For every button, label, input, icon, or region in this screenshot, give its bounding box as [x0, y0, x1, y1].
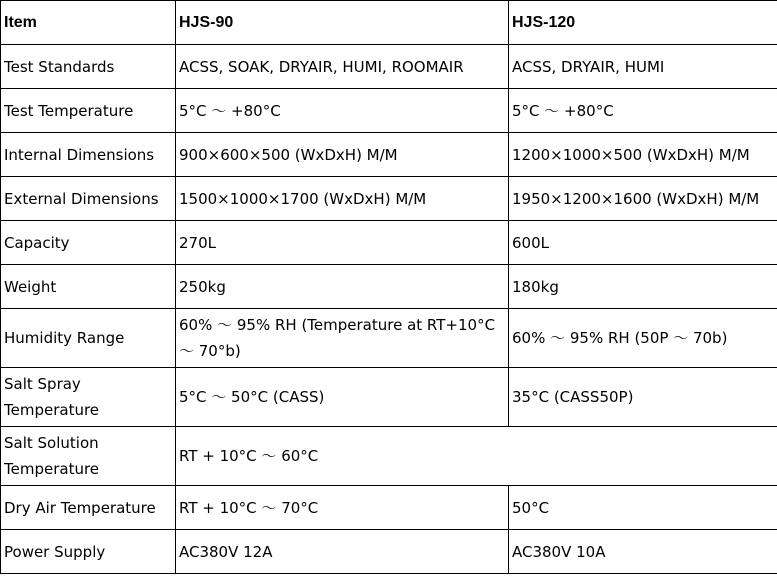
- cell-hjs-90: 60% ～ 95% RH (Temperature at RT+10°C ～ 70°b): [176, 309, 509, 368]
- row-label: Dry Air Temperature: [1, 486, 176, 530]
- cell-hjs-90: 1500×1000×1700 (WxDxH) M/M: [176, 177, 509, 221]
- table-row: [1, 427, 777, 486]
- cell-hjs-90: 5°C ～ 50°C (CASS): [176, 368, 509, 427]
- row-label: Internal Dimensions: [1, 133, 176, 177]
- row-label: Test Standards: [1, 45, 176, 89]
- row-label: Humidity Range: [1, 309, 176, 368]
- table-row: [1, 530, 777, 574]
- row-label: Salt Spray Temperature: [1, 368, 176, 427]
- header-hjs-120: HJS-120: [509, 1, 777, 45]
- cell-hjs-120: 50°C: [509, 486, 777, 530]
- table-header-row: [1, 1, 777, 45]
- cell-hjs-120: 180kg: [509, 265, 777, 309]
- row-label: Capacity: [1, 221, 176, 265]
- row-label: Test Temperature: [1, 89, 176, 133]
- cell-hjs-120: ACSS, DRYAIR, HUMI: [509, 45, 777, 89]
- table-row: [1, 265, 777, 309]
- row-label: Salt Solution Temperature: [1, 427, 176, 486]
- cell-hjs-90: 5°C ～ +80°C: [176, 89, 509, 133]
- table-row: [1, 221, 777, 265]
- cell-hjs-90: RT + 10°C ～ 70°C: [176, 486, 509, 530]
- cell-hjs-90: 270L: [176, 221, 509, 265]
- row-label: External Dimensions: [1, 177, 176, 221]
- cell-hjs-90: 250kg: [176, 265, 509, 309]
- cell-hjs-120: AC380V 10A: [509, 530, 777, 574]
- header-item: Item: [1, 1, 176, 45]
- cell-hjs-120: 5°C ～ +80°C: [509, 89, 777, 133]
- cell-hjs-90: AC380V 12A: [176, 530, 509, 574]
- table-row: [1, 177, 777, 221]
- row-label: Power Supply: [1, 530, 176, 574]
- cell-hjs-120: 60% ～ 95% RH (50P ～ 70b): [509, 309, 777, 368]
- cell-hjs-120: 35°C (CASS50P): [509, 368, 777, 427]
- cell-hjs-90: 900×600×500 (WxDxH) M/M: [176, 133, 509, 177]
- table-row: [1, 133, 777, 177]
- row-label: Weight: [1, 265, 176, 309]
- cell-merged: RT + 10°C ～ 60°C: [176, 427, 777, 486]
- table-row: [1, 45, 777, 89]
- header-hjs-90: HJS-90: [176, 1, 509, 45]
- cell-hjs-120: 1200×1000×500 (WxDxH) M/M: [509, 133, 777, 177]
- table-row: [1, 486, 777, 530]
- table-row: [1, 89, 777, 133]
- table-row: [1, 368, 777, 427]
- cell-hjs-120: 1950×1200×1600 (WxDxH) M/M: [509, 177, 777, 221]
- cell-hjs-90: ACSS, SOAK, DRYAIR, HUMI, ROOMAIR: [176, 45, 509, 89]
- cell-hjs-120: 600L: [509, 221, 777, 265]
- table-row: [1, 309, 777, 368]
